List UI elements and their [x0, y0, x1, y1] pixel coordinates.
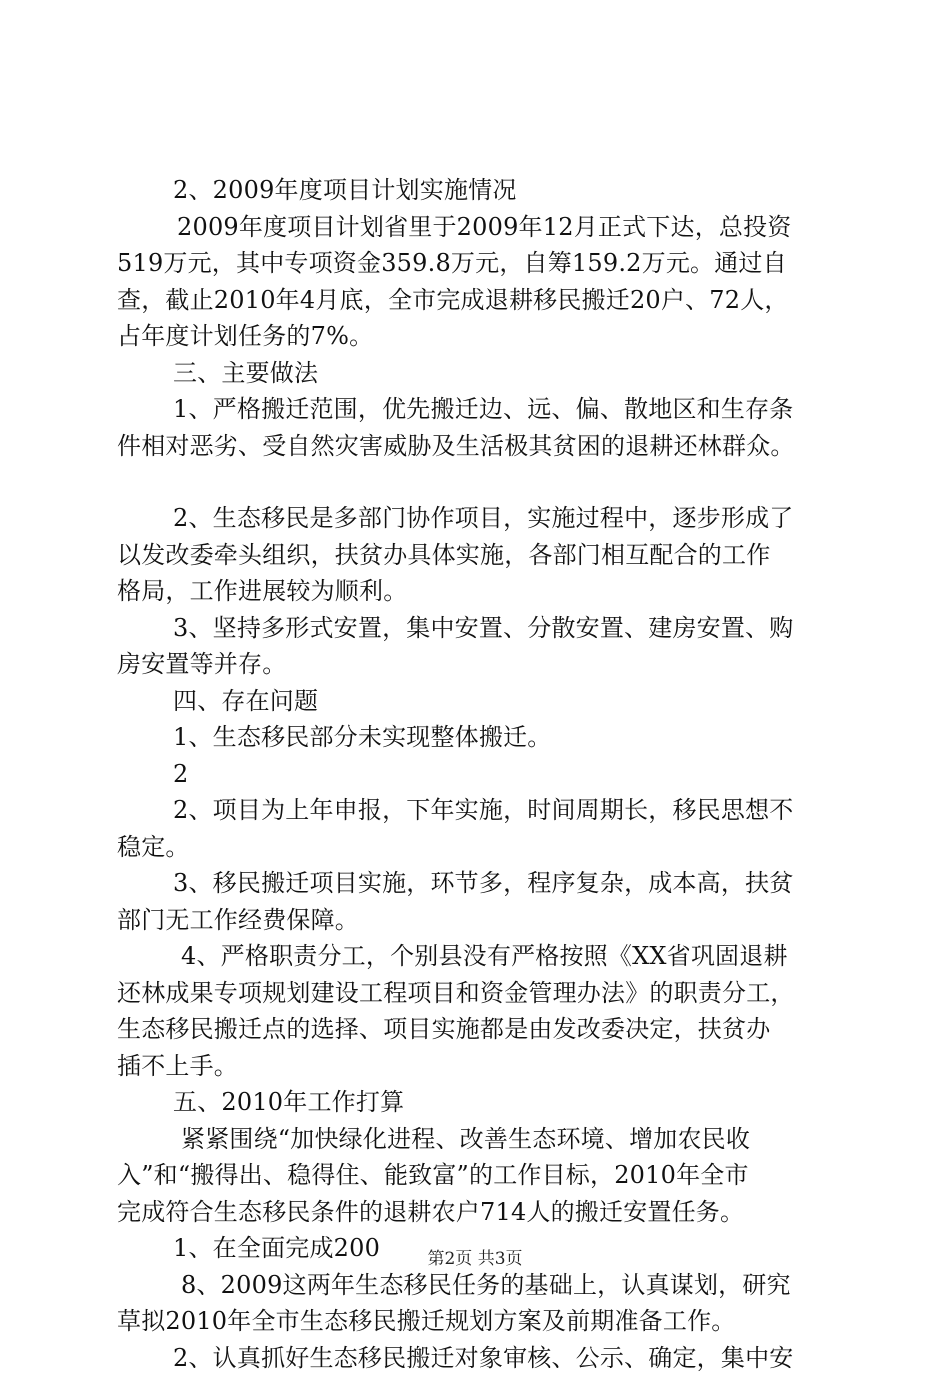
text-line: 1、在全面完成200 [117, 1230, 842, 1267]
text-line: 房安置等并存。 [117, 646, 842, 683]
text-line: 占年度计划任务的7%。 [117, 318, 842, 355]
text-line: 519万元，其中专项资金359.8万元，自筹159.2万元。通过自 [117, 245, 842, 282]
text-line: 件相对恶劣、受自然灾害威胁及生活极其贫困的退耕还林群众。 [117, 428, 842, 465]
blank-line [117, 464, 842, 500]
text-line: 4、严格职责分工，个别县没有严格按照《XX省巩固退耕 [117, 938, 842, 975]
text-line: 生态移民搬迁点的选择、项目实施都是由发改委决定，扶贫办 [117, 1011, 842, 1048]
text-line: 稳定。 [117, 829, 842, 866]
document-body [117, 172, 842, 1376]
text-line: 2、2009年度项目计划实施情况 [117, 172, 842, 209]
text-line: 2、认真抓好生态移民搬迁对象审核、公示、确定，集中安 [117, 1340, 842, 1376]
text-line: 插不上手。 [117, 1048, 842, 1085]
text-line: 草拟2010年全市生态移民搬迁规划方案及前期准备工作。 [117, 1303, 842, 1340]
text-line: 以发改委牵头组织，扶贫办具体实施，各部门相互配合的工作 [117, 537, 842, 574]
section-heading: 五、2010年工作打算 [117, 1084, 842, 1121]
text-line: 2 [117, 756, 842, 793]
text-line: 部门无工作经费保障。 [117, 902, 842, 939]
text-line: 3、坚持多形式安置，集中安置、分散安置、建房安置、购 [117, 610, 842, 647]
text-line: 查，截止2010年4月底，全市完成退耕移民搬迁20户、72人， [117, 282, 842, 319]
text-line: 8、2009这两年生态移民任务的基础上，认真谋划，研究 [117, 1267, 842, 1304]
text-line: 格局，工作进展较为顺利。 [117, 573, 842, 610]
page-number-footer: 第2页 共3页 [0, 1244, 950, 1269]
text-line: 2、项目为上年申报，下年实施，时间周期长，移民思想不 [117, 792, 842, 829]
text-line: 3、移民搬迁项目实施，环节多，程序复杂，成本高，扶贫 [117, 865, 842, 902]
section-heading: 三、主要做法 [117, 355, 842, 392]
text-line: 2、生态移民是多部门协作项目，实施过程中，逐步形成了 [117, 500, 842, 537]
text-line: 入”和“搬得出、稳得住、能致富”的工作目标，2010年全市 [117, 1157, 842, 1194]
text-line: 还林成果专项规划建设工程项目和资金管理办法》的职责分工， [117, 975, 842, 1012]
text-line: 1、严格搬迁范围，优先搬迁边、远、偏、散地区和生存条 [117, 391, 842, 428]
text-line: 2009年度项目计划省里于2009年12月正式下达，总投资 [117, 209, 842, 246]
text-line: 紧紧围绕“加快绿化进程、改善生态环境、增加农民收 [117, 1121, 842, 1158]
text-line: 1、生态移民部分未实现整体搬迁。 [117, 719, 842, 756]
text-line: 完成符合生态移民条件的退耕农户714人的搬迁安置任务。 [117, 1194, 842, 1231]
section-heading: 四、存在问题 [117, 683, 842, 720]
